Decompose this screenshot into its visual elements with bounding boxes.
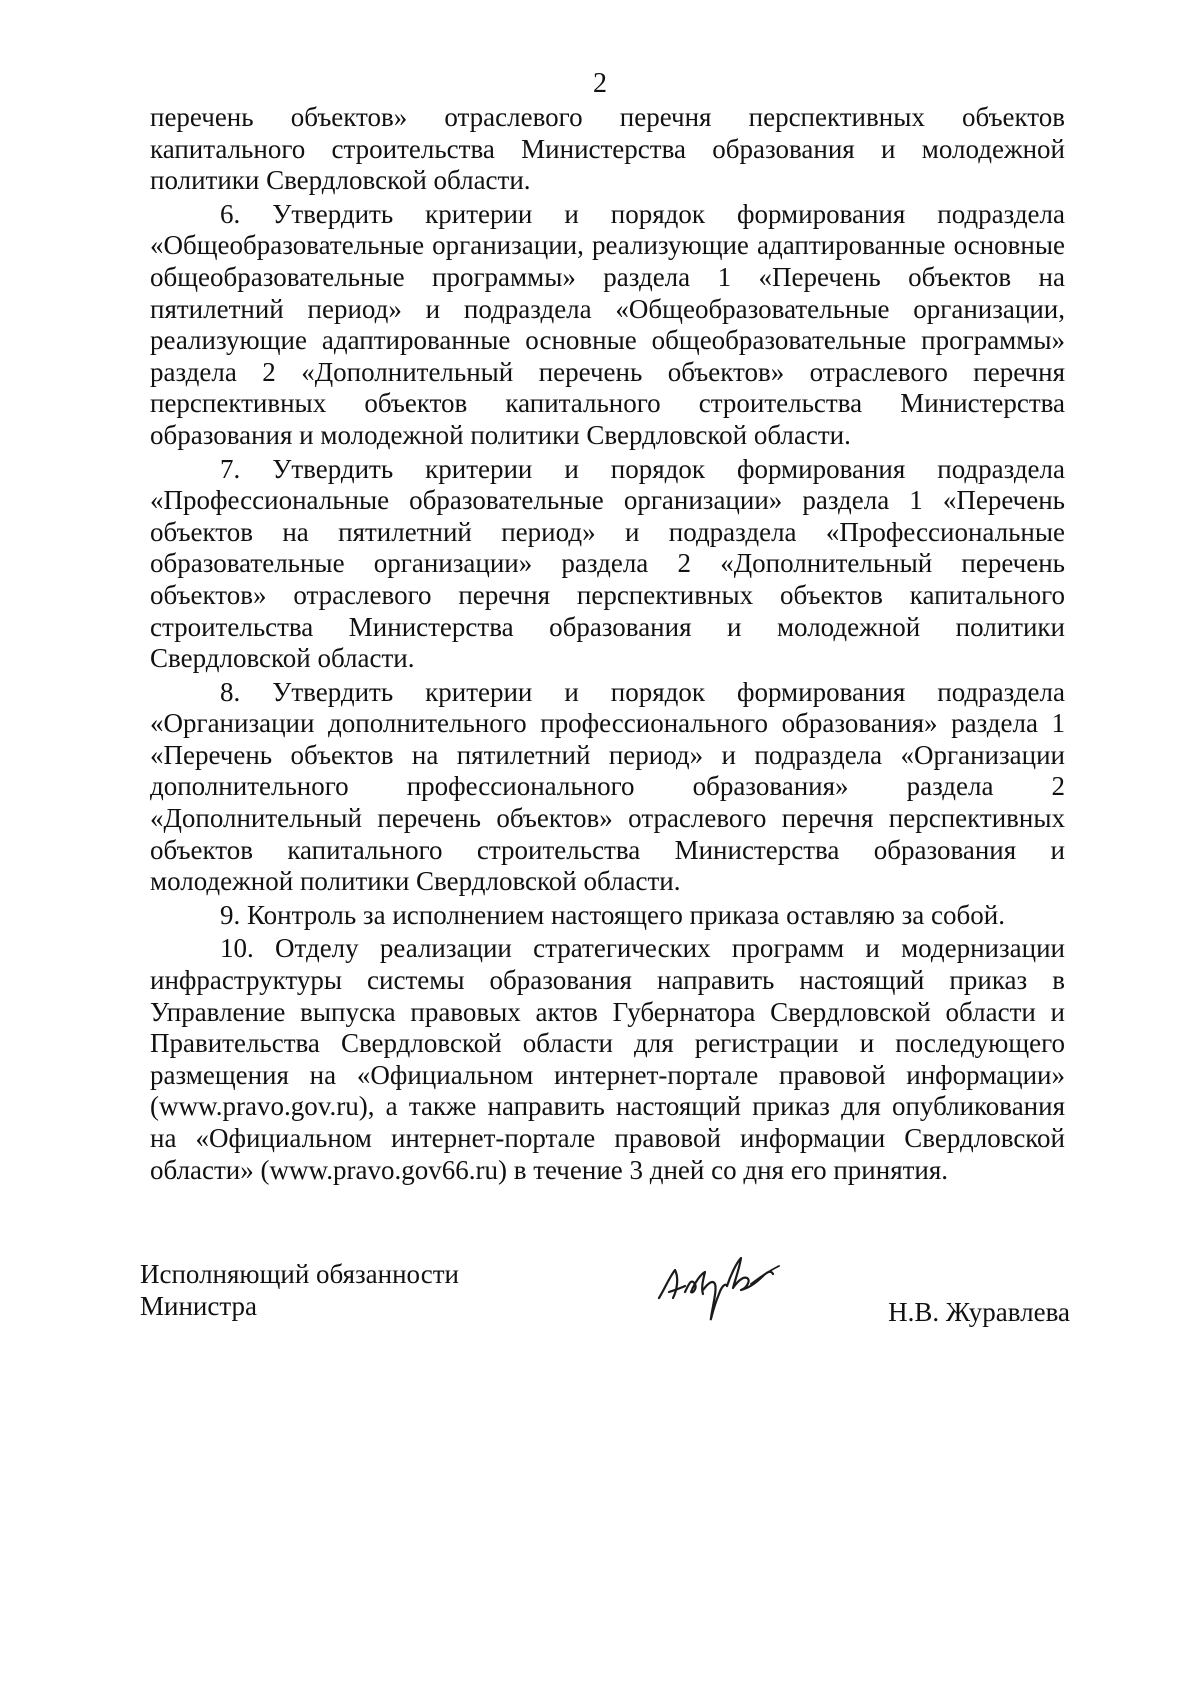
signer-name: Н.В. Журавлева [888,1297,1070,1327]
document-body [150,102,1065,1186]
handwritten-signature-icon [655,1248,785,1328]
paragraph-item-10: 10. Отделу реализации стратегических программ и модернизации инфраструктуры системы образования направить настоящий приказ в Управление выпуска правовых актов Губернатора Свердловской области и Правительства Свердловской области для регистрации и последующего размещения на «Официальном интернет-портале правовой информации» (www.pravo.gov.ru), а также направить настоящий приказ для опубликования на «Официальном интернет-портале правовой информации Свердловской области» (www.pravo.gov66.ru) в течение 3 дней со дня его принятия. [150,933,1065,1185]
paragraph-item-8: 8. Утвердить критерии и порядок формирования подраздела «Организации дополнительного профессионального образования» раздела 1 «Перечень объектов на пятилетний период» и подраздела «Организации дополнительного профессионального образования» раздела 2 «Дополнительный перечень объектов» отраслевого перечня перспективных объектов капитального строительства Министерства образования и молодежной политики Свердловской области. [150,676,1065,897]
signer-position-line-2: Министра [140,1291,257,1321]
signature-block [140,1258,1070,1348]
paragraph-item-6: 6. Утвердить критерии и порядок формирования подраздела «Общеобразовательные организации, реализующие адаптированные основные общеобразовательные программы» раздела 1 «Перечень объектов на пятилетний период» и подраздела «Общеобразовательные организации, реализующие адаптированные основные общеобразовательные программы» раздела 2 «Дополнительный перечень объектов» отраслевого перечня перспективных объектов капитального строительства Министерства образования и молодежной политики Свердловской области. [150,198,1065,450]
signer-position-line-1: Исполняющий обязанности [140,1259,459,1289]
signer-position [140,1258,500,1322]
page-number: 2 [593,68,607,99]
paragraph-continuation: перечень объектов» отраслевого перечня перспективных объектов капитального строительства Министерства образования и молодежной политики Свердловской области. [150,102,1065,196]
paragraph-item-7: 7. Утвердить критерии и порядок формирования подраздела «Профессиональные образовательные организации» раздела 1 «Перечень объектов на пятилетний период» и подраздела «Профессиональные образовательные организации» раздела 2 «Дополнительный перечень объектов» отраслевого перечня перспективных объектов капитального строительства Министерства образования и молодежной политики Свердловской области. [150,453,1065,674]
paragraph-item-9: 9. Контроль за исполнением настоящего приказа оставляю за собой. [220,899,1005,930]
